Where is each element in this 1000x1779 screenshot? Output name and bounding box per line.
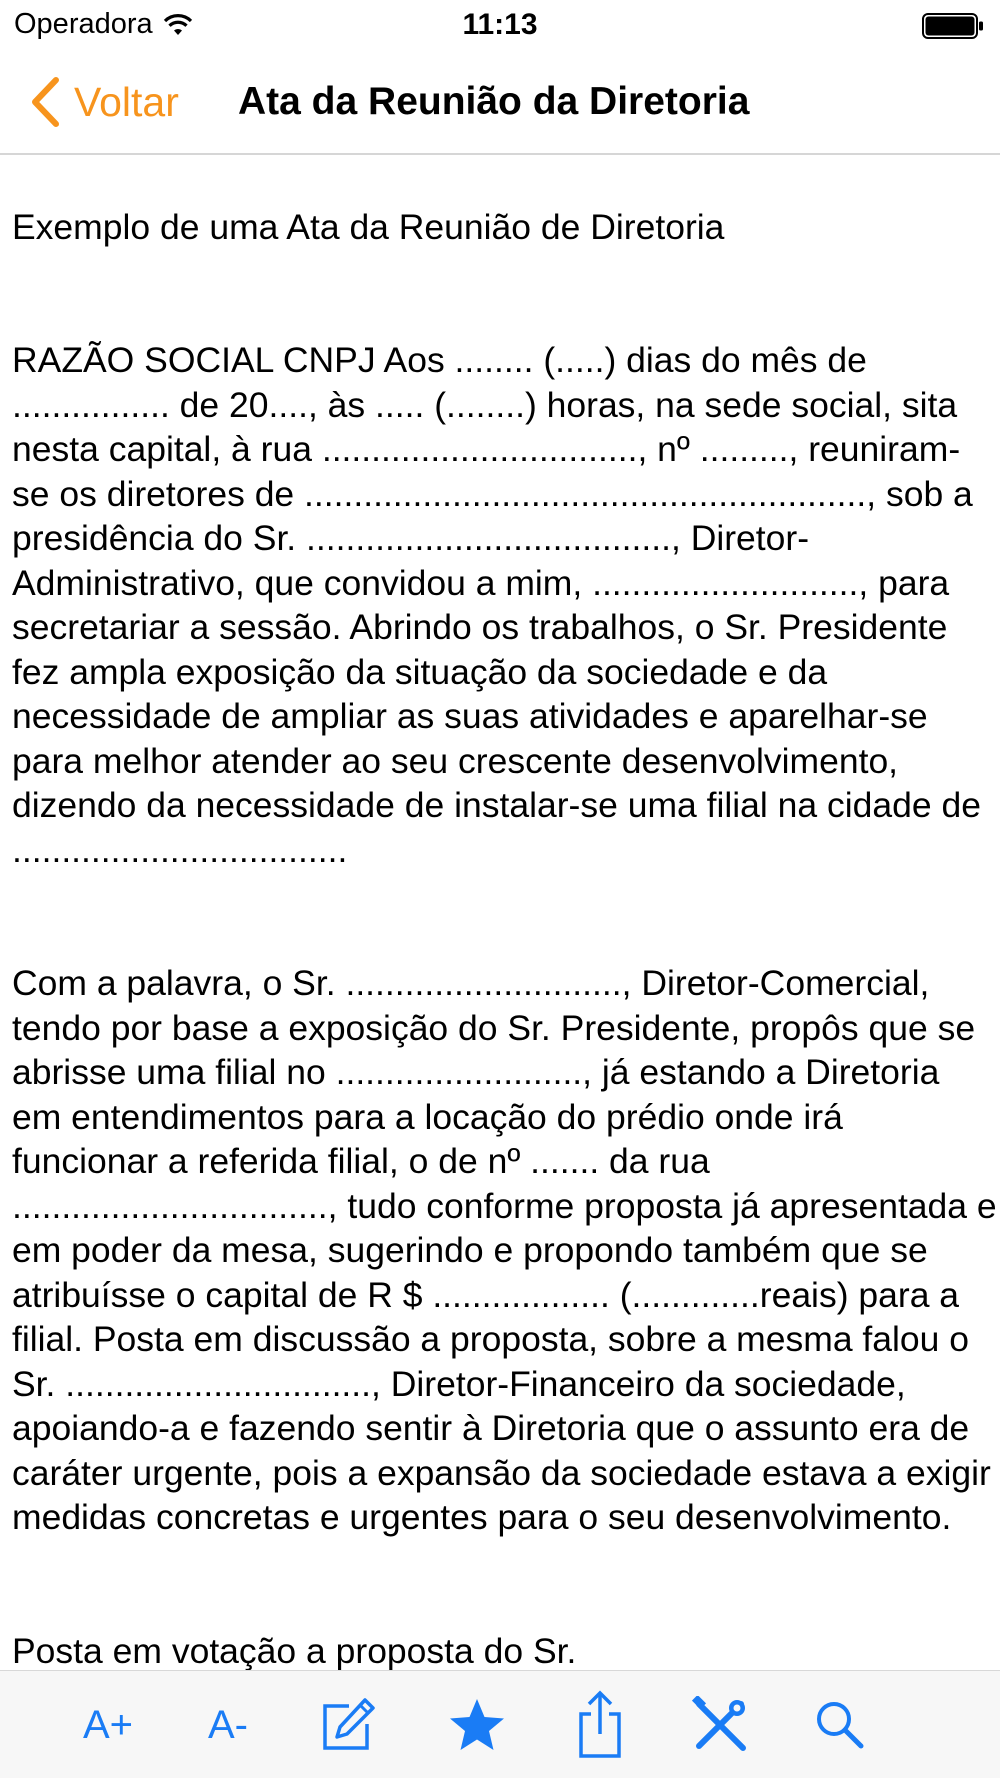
back-label: Voltar [74,78,179,125]
status-bar [0,0,1000,52]
clock: 11:13 [462,8,538,41]
page-title: Ata da Reunião da Diretoria [238,80,750,123]
font-increase-button[interactable]: A+ [82,1702,134,1747]
share-icon [571,1690,629,1760]
battery-icon [922,13,984,39]
search-icon [811,1696,869,1754]
share-button[interactable] [550,1671,650,1779]
edit-button[interactable] [298,1671,398,1779]
tools-button[interactable] [670,1671,770,1779]
document-paragraph: Com a palavra, o Sr. ............................, Diretor-Comercial, tendo por base a exposição do Sr. Presidente, propôs que se abrisse uma filial no ........................., já estando a Diretoria em entendimentos para a locação do prédio onde irá funcionar a referida filial, o de nº ....... da rua ................................, tudo conforme proposta já apresentada e em poder da mesa, sugerindo e propondo também que se atribuísse o capital de R $ .................. (.............reais) para a filial. Posta em discussão a proposta, sobre a mesma falou o Sr. ..............................., Diretor-Financeiro da sociedade, apoiando-a e fazendo sentir à Diretoria que o assunto era de caráter urgente, pois a expansão da sociedade estava a exigir medidas concretas e urgentes para o seu desenvolvimento. [12,963,997,1537]
document-paragraph: RAZÃO SOCIAL CNPJ Aos ........ (.....) dias do mês de ................ de 20...., às ..... (........) horas, na sede social, sita nesta capital, à rua ................................, nº ........., reuniram-se os diretores de ........................................................., sob a presidência do Sr. ....................................., Diretor-Administrativo, que convidou a mim, ..........................., para secretariar a sessão. Abrindo os trabalhos, o Sr. Presidente fez ampla exposição da situação da sociedade e da necessidade de ampliar as suas atividades e aparelhar-se para melhor atender ao seu crescente desenvolvimento, dizendo da necessidade de instalar-se uma filial na cidade de .................................. [12,340,981,870]
bottom-toolbar [0,1670,1000,1778]
edit-icon [319,1696,377,1754]
navigation-bar [0,52,1000,155]
document-text[interactable] [12,160,997,1670]
back-button[interactable] [28,52,179,152]
chevron-left-icon [28,76,62,128]
favorite-button[interactable] [427,1671,527,1779]
star-icon [448,1696,506,1754]
font-decrease-button[interactable]: A- [208,1702,248,1747]
document-heading: Exemplo de uma Ata da Reunião de Diretoria [12,206,725,247]
search-button[interactable] [790,1671,890,1779]
carrier-label: Operadora [14,8,153,40]
tools-icon [691,1696,749,1754]
document-paragraph: Posta em votação a proposta do Sr. [12,1630,577,1670]
